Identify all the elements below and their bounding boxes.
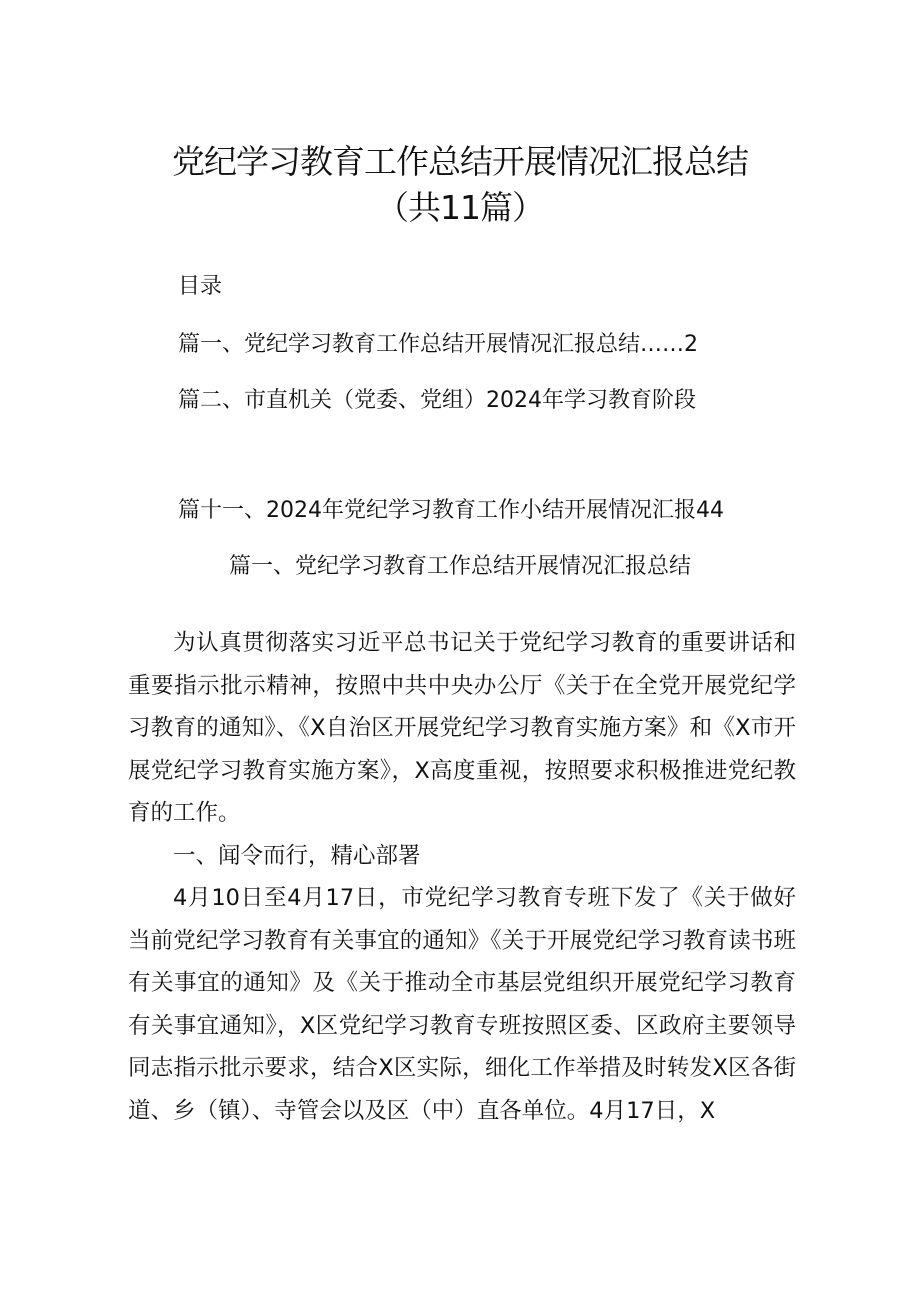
section-heading: 一、闻令而行，精心部署 bbox=[173, 842, 421, 869]
body-text bbox=[128, 622, 796, 1132]
document-title: 党纪学习教育工作总结开展情况汇报总结 bbox=[172, 142, 748, 181]
paragraph: 4月10日至4月17日，市党纪学习教育专班下发了《关于做好当前党纪学习教育有关事宜的通知》《关于开展党纪学习教育读书班有关事宜的通知》及《关于推动全市基层党组织开展党纪学习教育有关事宜通知》，X区党纪学习教育专班按照区委、区政府主要领导同志指示批示要求，结合X区实际，细化工作举措及时转发X区各街道、乡（镇）、寺管会以及区（中）直各单位。4月17日，X bbox=[128, 885, 796, 1124]
toc-item: 篇二、市直机关（党委、党组）2024年学习教育阶段 bbox=[178, 388, 696, 413]
paragraph: 为认真贯彻落实习近平总书记关于党纪学习教育的重要讲话和重要指示批示精神，按照中共中央办公厅《关于在全党开展党纪学习教育的通知》、《X自治区开展党纪学习教育实施方案》和《X市开展党纪学习教育实施方案》，X高度重视，按照要求积极推进党纪教育的工作。 bbox=[128, 630, 796, 826]
section-title: 篇一、党纪学习教育工作总结开展情况汇报总结 bbox=[228, 554, 691, 579]
toc-item: 篇一、党纪学习教育工作总结开展情况汇报总结……2 bbox=[178, 332, 698, 357]
document-subtitle: （共11篇） bbox=[376, 188, 544, 227]
toc-heading: 目录 bbox=[178, 274, 223, 299]
toc-item: 篇十一、2024年党纪学习教育工作小结开展情况汇报44 bbox=[178, 498, 724, 523]
